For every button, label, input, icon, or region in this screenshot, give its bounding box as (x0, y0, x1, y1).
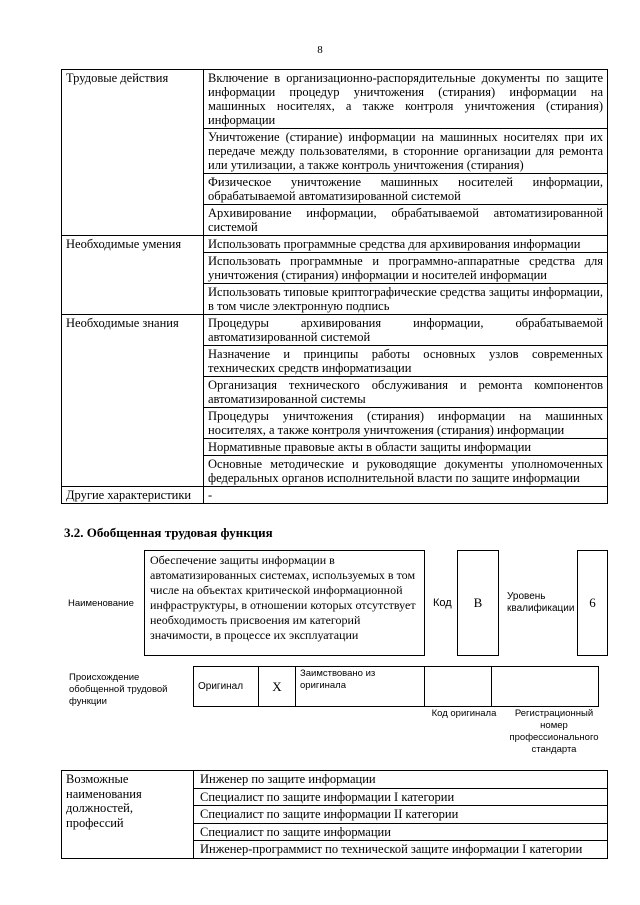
positions-list (194, 771, 608, 859)
row-label: Другие характеристики (62, 487, 204, 504)
level-value: 6 (577, 550, 608, 656)
row-item: Физическое уничтожение машинных носителей информации, обрабатываемой автоматизированной системой (204, 174, 608, 205)
naming-value: Обеспечение защиты информации в автоматизированных системах, используемых в том числе на объектах критической информационной инфраструктуры, в отношении которых отсутствует необходимость присвоения им категорий значимости, в процессе их эксплуатации (144, 550, 425, 656)
borrowed-label: Заимствовано из оригинала (296, 667, 425, 707)
labor-functions-table (61, 69, 608, 504)
row-item: Процедуры архивирования информации, обрабатываемой автоматизированной системой (204, 315, 608, 346)
row-item: Организация технического обслуживания и ремонта компонентов автоматизированной системы (204, 377, 608, 408)
row-label: Трудовые действия (62, 70, 204, 236)
position-item: Специалист по защите информации (194, 824, 607, 842)
row-label: Необходимые умения (62, 236, 204, 315)
row-item: Использовать программные средства для архивирования информации (204, 236, 608, 253)
original-label: Оригинал (194, 667, 259, 707)
row-item: Включение в организационно-распорядительные документы по защите информации процедур уничтожения (стирания) информации на машинных носителях, а также контроля уничтожения (стирания) информации (204, 70, 608, 129)
positions-table (61, 770, 608, 859)
code-label: Код (433, 597, 452, 609)
position-item: Специалист по защите информации I категории (194, 789, 607, 807)
naming-label: Наименование (68, 598, 134, 609)
row-label: Необходимые знания (62, 315, 204, 487)
origin-label: Происхождение обобщенной трудовой функции (69, 672, 168, 707)
row-item: Основные методические и руководящие документы уполномоченных федеральных органов исполнительной власти по защите информации (204, 456, 608, 487)
row-item: Архивирование информации, обрабатываемой автоматизированной системой (204, 205, 608, 236)
row-item: Процедуры уничтожения (стирания) информации на машинных носителях, а также контроля уничтожения (стирания) информации (204, 408, 608, 439)
position-item: Инженер по защите информации (194, 771, 607, 789)
origin-table (193, 666, 599, 707)
code-original-caption: Код оригинала (431, 708, 497, 719)
positions-label: Возможные наименования должностей, профессий (62, 771, 194, 859)
row-item: Использовать программные и программно-аппаратные средства для уничтожения (стирания) информации и носителей информации (204, 253, 608, 284)
row-item: Назначение и принципы работы основных узлов современных технических средств информатизации (204, 346, 608, 377)
code-value: B (457, 550, 499, 656)
level-label: Уровень квалификации (507, 591, 575, 614)
row-item: Использовать типовые криптографические средства защиты информации, в том числе электронную подпись (204, 284, 608, 315)
position-item: Специалист по защите информации II категории (194, 806, 607, 824)
section-title: 3.2. Обобщенная трудовая функция (64, 525, 273, 540)
row-item: Нормативные правовые акты в области защиты информации (204, 439, 608, 456)
reg-number-caption: Регистрационный номер профессионального стандарта (509, 708, 599, 755)
original-mark: X (259, 667, 296, 707)
position-item: Инженер-программист по технической защите информации I категории (200, 842, 583, 856)
page-number: 8 (317, 44, 323, 56)
row-item: Уничтожение (стирание) информации на машинных носителях при их передаче между пользователями, в сторонние организации для ремонта или утилизации, а также контроль уничтожения (стирания) (204, 129, 608, 174)
row-item: - (204, 487, 608, 504)
